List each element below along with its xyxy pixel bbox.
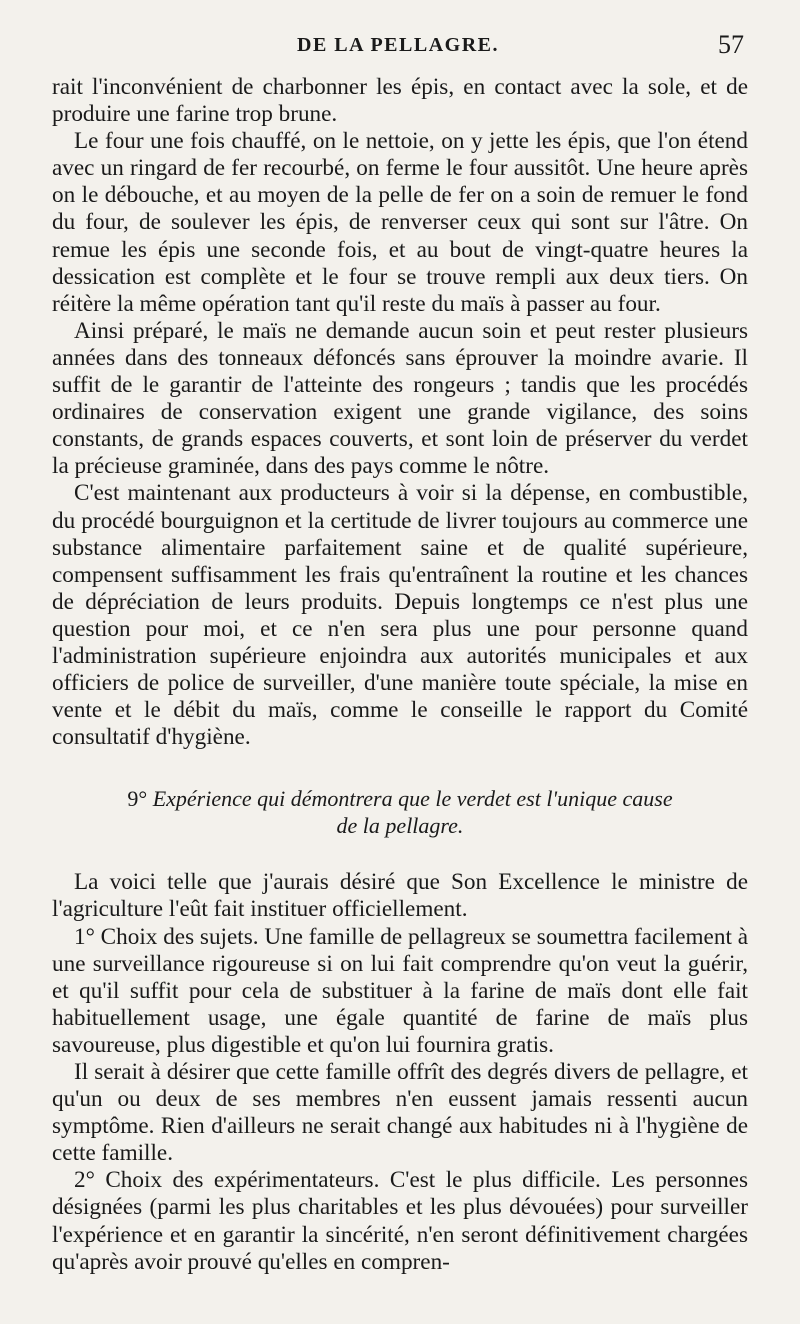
paragraph-3: Ainsi préparé, le maïs ne demande aucun soin et peut rester plusieurs années dans des tonneaux défoncés sans éprouver la moindre avarie. Il suffit de le garantir de l'atteinte des rongeurs ; tandis que les procédés ordinaires de conservation exigent une grande vigilance, des soins constants, de grands espaces couverts, et sont loin de préserver du verdet la précieuse graminée, dans des pays comme le nôtre. (52, 317, 748, 480)
paragraph-1: rait l'inconvénient de charbonner les épis, en contact avec la sole, et de produire une farine trop brune. (52, 74, 748, 128)
running-head: DE LA PELLAGRE. (297, 34, 499, 56)
body-text (52, 74, 748, 1276)
section-title-line1: Expérience qui démontrera que le verdet est l'unique cause (152, 786, 673, 812)
paragraph-6: 1° Choix des sujets. Une famille de pellagreux se soumettra facilement à une surveillance rigoureuse si on lui fait comprendre qu'on veut la guérir, et qu'il suffit pour cela de substituer à la farine de maïs dont elle fait habituellement usage, une égale quantité de farine de maïs plus savoureuse, plus digestible et qu'on lui fournira gratis. (52, 923, 748, 1058)
section-title-line2: de la pellagre. (336, 813, 464, 839)
paragraph-4: C'est maintenant aux producteurs à voir si la dépense, en combustible, du procédé bourguignon et la certitude de livrer toujours au commerce une substance alimentaire parfaitement saine et de qualité supérieure, compensent suffisamment les frais qu'entraînent la routine et les chances de dépréciation de leurs produits. Depuis longtemps ce n'est plus une question pour moi, et ce n'en sera plus une pour personne quand l'administration supérieure enjoindra aux autorités municipales et aux officiers de police de surveiller, d'une manière toute spéciale, la mise en vente et le débit du maïs, comme le conseille le rapport du Comité consultatif d'hygiène. (52, 480, 748, 751)
page-header (52, 30, 744, 66)
paragraph-5: La voici telle que j'aurais désiré que Son Excellence le ministre de l'agriculture l'eût fait instituer officiellement. (52, 869, 748, 923)
section-number: 9° (127, 786, 148, 812)
paragraph-2: Le four une fois chauffé, on le nettoie, on y jette les épis, que l'on étend avec un ringard de fer recourbé, on ferme le four aussitôt. Une heure après on le débouche, et au moyen de la pelle de fer on a soin de remuer le fond du four, de soulever les épis, de renverser ceux qui sont sur l'âtre. On remue les épis une seconde fois, et au bout de vingt-quatre heures la dessication est complète et le four se trouve rempli aux deux tiers. On réitère la même opération tant qu'il reste du maïs à passer au four. (52, 128, 748, 317)
section-heading (52, 785, 748, 839)
paragraph-8: 2° Choix des expérimentateurs. C'est le plus difficile. Les personnes désignées (parmi les plus charitables et les plus dévouées) pour surveiller l'expérience et en garantir la sincérité, n'en seront définitivement chargées qu'après avoir prouvé qu'elles en compren- (52, 1167, 748, 1275)
paragraph-7: Il serait à désirer que cette famille offrît des degrés divers de pellagre, et qu'un ou deux de ses membres n'en eussent jamais ressenti aucun symptôme. Rien d'ailleurs ne serait changé aux habitudes ni à l'hygiène de cette famille. (52, 1059, 748, 1167)
page-number: 57 (718, 30, 744, 59)
